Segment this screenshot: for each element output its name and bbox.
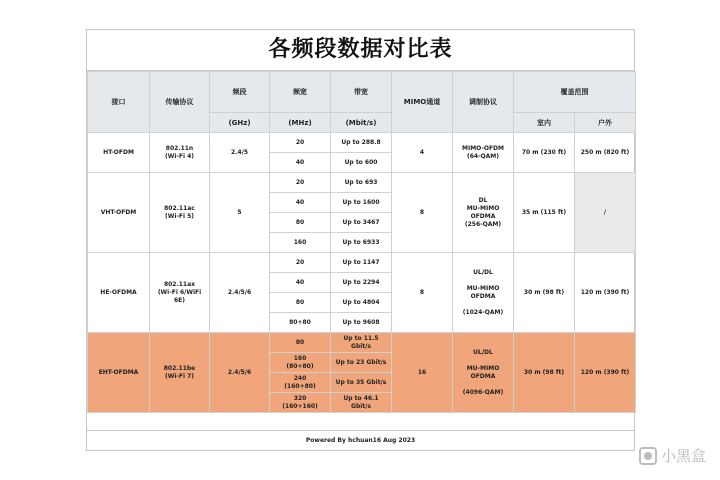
header-outdoor: 户外 — [575, 113, 636, 133]
cell-interface: EHT-OFDMA — [88, 333, 150, 413]
header-indoor: 室内 — [514, 113, 575, 133]
cell-outdoor: 120 m (390 ft) — [575, 253, 636, 333]
header-modulation: 调制协议 — [453, 72, 514, 133]
cell-rate: Up to 693 — [331, 173, 392, 193]
cell-band: 2.4/5/6 — [210, 333, 270, 413]
cell-indoor: 35 m (115 ft) — [514, 173, 575, 253]
header-band-unit: (GHz) — [210, 113, 270, 133]
cell-rate: Up to 23 Gbit/s — [331, 353, 392, 373]
header-protocol: 传输协议 — [150, 72, 210, 133]
cell-modulation: DL MU-MIMO OFDMA (256-QAM) — [453, 173, 514, 253]
cell-protocol: 802.11ax (Wi-Fi 6/WiFi 6E) — [150, 253, 210, 333]
header-bandwidth-unit: (MHz) — [270, 113, 331, 133]
cell-modulation: UL/DL MU-MIMO OFDMA (4096-QAM) — [453, 333, 514, 413]
cell-interface: VHT-OFDM — [88, 173, 150, 253]
cell-protocol: 802.11ac (Wi-Fi 5) — [150, 173, 210, 253]
cell-rate: Up to 3467 — [331, 213, 392, 233]
cell-rate: Up to 11.5 Gbit/s — [331, 333, 392, 353]
cell-rate: Up to 2294 — [331, 273, 392, 293]
cell-width: 80 — [270, 333, 331, 353]
cell-mimo: 4 — [392, 133, 453, 173]
cell-outdoor: / — [575, 173, 636, 253]
cell-band: 2.4/5/6 — [210, 253, 270, 333]
cell-indoor: 30 m (98 ft) — [514, 333, 575, 413]
cell-mimo: 8 — [392, 253, 453, 333]
cell-protocol: 802.11be (Wi-Fi 7) — [150, 333, 210, 413]
cell-width: 40 — [270, 193, 331, 213]
cell-protocol: 802.11n (Wi-Fi 4) — [150, 133, 210, 173]
table-row — [88, 173, 636, 193]
cell-width: 20 — [270, 173, 331, 193]
cell-indoor: 30 m (98 ft) — [514, 253, 575, 333]
watermark-text: 小黑盒 — [660, 447, 706, 465]
band-comparison-table — [87, 71, 636, 413]
cell-modulation: UL/DL MU-MIMO OFDMA (1024-QAM) — [453, 253, 514, 333]
cell-width: 40 — [270, 153, 331, 173]
cell-band: 2.4/5 — [210, 133, 270, 173]
cell-rate: Up to 600 — [331, 153, 392, 173]
cell-width: 160 — [270, 233, 331, 253]
cell-width: 240 (160+80) — [270, 373, 331, 393]
cell-width: 320 (160+160) — [270, 393, 331, 413]
header-throughput-unit: (Mbit/s) — [331, 113, 392, 133]
cell-band: 5 — [210, 173, 270, 253]
cell-width: 80 — [270, 293, 331, 313]
cell-rate: Up to 9608 — [331, 313, 392, 333]
page-title: 各频段数据对比表 — [87, 30, 634, 71]
cell-rate: Up to 288.8 — [331, 133, 392, 153]
logo-icon — [639, 447, 657, 465]
cell-outdoor: 120 m (390 ft) — [575, 333, 636, 413]
header-coverage: 覆盖范围 — [514, 72, 636, 113]
cell-rate: Up to 4804 — [331, 293, 392, 313]
cell-mimo: 8 — [392, 173, 453, 253]
header-band: 频段 — [210, 72, 270, 113]
watermark — [639, 445, 706, 466]
header-interface: 接口 — [88, 72, 150, 133]
cell-rate: Up to 1600 — [331, 193, 392, 213]
cell-interface: HE-OFDMA — [88, 253, 150, 333]
cell-modulation: MIMO-OFDM (64-QAM) — [453, 133, 514, 173]
footer-credit: Powered By hchuan16 Aug 2023 — [87, 430, 634, 450]
cell-indoor: 70 m (230 ft) — [514, 133, 575, 173]
header-bandwidth: 频宽 — [270, 72, 331, 113]
header-throughput: 带宽 — [331, 72, 392, 113]
cell-width: 80 — [270, 213, 331, 233]
cell-rate: Up to 6933 — [331, 233, 392, 253]
cell-mimo: 16 — [392, 333, 453, 413]
cell-width: 40 — [270, 273, 331, 293]
cell-width: 80+80 — [270, 313, 331, 333]
table-row — [88, 133, 636, 153]
cell-rate: Up to 35 Gbit/s — [331, 373, 392, 393]
comparison-sheet — [86, 29, 635, 451]
header-mimo: MIMO通道 — [392, 72, 453, 133]
cell-rate: Up to 46.1 Gbit/s — [331, 393, 392, 413]
cell-width: 20 — [270, 133, 331, 153]
cell-width: 20 — [270, 253, 331, 273]
cell-width: 160 (80+80) — [270, 353, 331, 373]
cell-outdoor: 250 m (820 ft) — [575, 133, 636, 173]
table-row — [88, 253, 636, 273]
cell-rate: Up to 1147 — [331, 253, 392, 273]
cell-interface: HT-OFDM — [88, 133, 150, 173]
table-row — [88, 333, 636, 353]
